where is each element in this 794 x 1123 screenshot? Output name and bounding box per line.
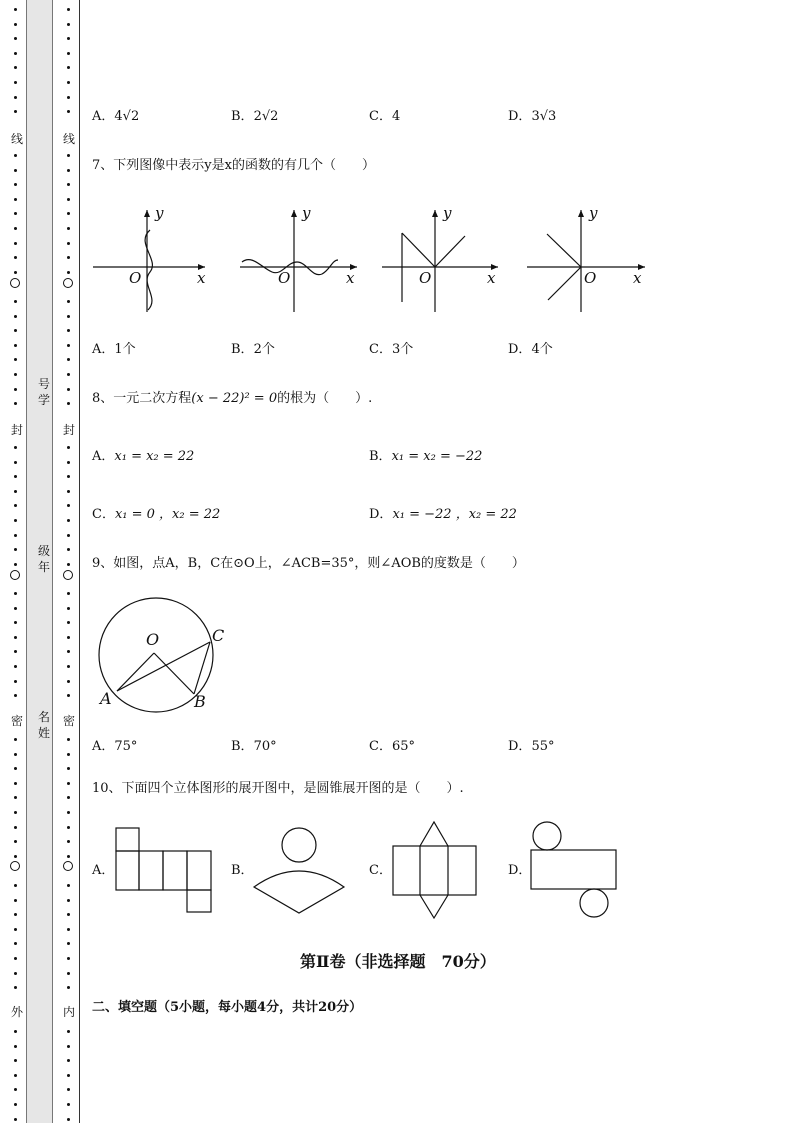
q10-net-a-cube bbox=[116, 828, 211, 912]
student-field-name: 名姓 bbox=[37, 710, 50, 740]
q7-g2-x-label: x bbox=[346, 269, 355, 287]
q7-stem: 7、下列图像中表示y是x的函数的有几个（ ） bbox=[92, 158, 375, 173]
q10-option-c-letter: C． bbox=[369, 863, 392, 878]
q8-option-a: A．x₁ = x₂ = 22 bbox=[92, 449, 195, 464]
seal-char-mi-right: 密 bbox=[62, 714, 75, 728]
section-2-subtitle: 二、填空题（5小题，每小题4分，共计20分） bbox=[92, 1000, 363, 1015]
q7-g1-x-label: x bbox=[197, 269, 206, 287]
q7-g3-x-label: x bbox=[487, 269, 496, 287]
student-field-number: 号学 bbox=[37, 377, 50, 407]
q7-graph-3 bbox=[382, 210, 498, 312]
q9-label-b: B bbox=[194, 692, 206, 711]
q9-option-a: A．75° bbox=[92, 739, 138, 754]
q10-net-d-cylinder bbox=[531, 822, 616, 917]
q7-option-c: C．3个 bbox=[369, 342, 414, 357]
q6-option-b: B．2√2 bbox=[231, 109, 279, 124]
q7-g4-y-label: y bbox=[589, 204, 598, 222]
q8-stem: 8、一元二次方程(x − 22)² = 0的根为（ ）. bbox=[92, 391, 373, 406]
q7-g4-x-label: x bbox=[633, 269, 642, 287]
q6-option-d: D．3√3 bbox=[508, 109, 557, 124]
q8-equation: (x − 22)² = 0 bbox=[191, 391, 278, 406]
q8-option-c: C．x₁ = 0 ，x₂ = 22 bbox=[92, 507, 221, 522]
q9-option-b: B．70° bbox=[231, 739, 277, 754]
seal-char-mi-left: 密 bbox=[10, 714, 23, 728]
q7-option-b: B．2个 bbox=[231, 342, 275, 357]
q8-option-d: D．x₁ = −22 ，x₂ = 22 bbox=[369, 507, 517, 522]
seal-char-feng-right: 封 bbox=[62, 423, 75, 437]
q7-g2-origin-label: O bbox=[278, 269, 291, 287]
q7-g3-y-label: y bbox=[443, 204, 452, 222]
q7-g3-origin-label: O bbox=[419, 269, 432, 287]
q6-option-c: C．4 bbox=[369, 109, 401, 124]
q9-label-c: C bbox=[212, 626, 225, 645]
q9-label-o: O bbox=[146, 630, 160, 649]
q10-net-c-prism bbox=[393, 822, 476, 918]
student-field-grade: 级年 bbox=[37, 544, 50, 574]
q6-option-a: A．4√2 bbox=[92, 109, 140, 124]
seal-char-xian-right: 线 bbox=[62, 132, 75, 146]
q8-option-b: B．x₁ = x₂ = −22 bbox=[369, 449, 483, 464]
q7-g2-y-label: y bbox=[302, 204, 311, 222]
q7-graph-4 bbox=[527, 210, 645, 312]
q7-graph-2 bbox=[240, 210, 357, 312]
section-2-title: 第Ⅱ卷（非选择题 70分） bbox=[300, 952, 496, 971]
q9-option-c: C．65° bbox=[369, 739, 415, 754]
q7-graph-1 bbox=[93, 210, 205, 312]
seal-char-xian-left: 线 bbox=[10, 132, 23, 146]
q9-label-a: A bbox=[100, 689, 112, 708]
q9-stem: 9、如图，点A，B，C在⊙O上，∠ACB=35°，则∠AOB的度数是（ ） bbox=[92, 556, 525, 571]
q10-option-a-letter: A． bbox=[92, 863, 115, 878]
q9-option-d: D．55° bbox=[508, 739, 555, 754]
seal-char-feng-left: 封 bbox=[10, 423, 23, 437]
q7-g1-origin-label: O bbox=[129, 269, 142, 287]
q10-option-d-letter: D． bbox=[508, 863, 532, 878]
seal-char-wai: 外 bbox=[10, 1005, 23, 1019]
q7-g4-origin-label: O bbox=[584, 269, 597, 287]
q10-option-b-letter: B． bbox=[231, 863, 254, 878]
q7-option-a: A．1个 bbox=[92, 342, 136, 357]
q7-option-d: D．4个 bbox=[508, 342, 553, 357]
seal-char-nei: 内 bbox=[62, 1005, 75, 1019]
q7-g1-y-label: y bbox=[155, 204, 164, 222]
q10-net-b-cone bbox=[254, 828, 344, 913]
q10-stem: 10、下面四个立体图形的展开图中，是圆锥展开图的是（ ）. bbox=[92, 781, 464, 796]
